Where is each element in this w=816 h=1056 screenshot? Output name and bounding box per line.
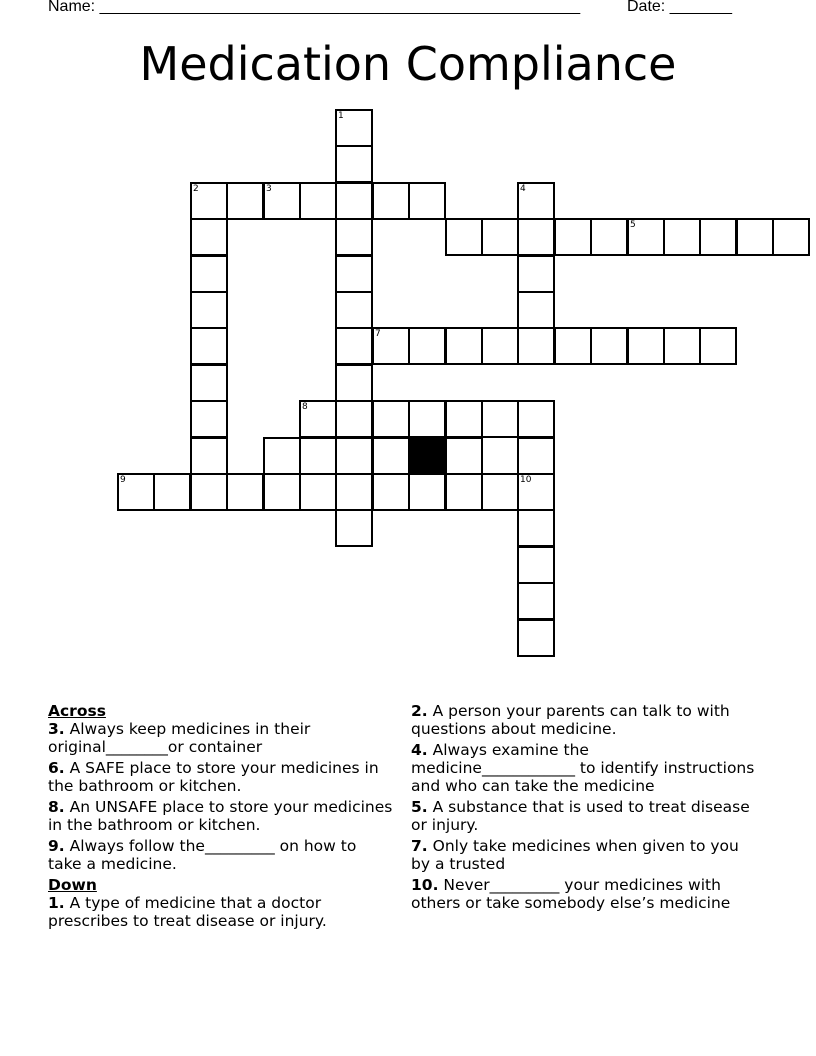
- clue-number: 5.: [411, 798, 428, 816]
- clue-item: [48, 798, 393, 834]
- grid-cell[interactable]: [408, 327, 446, 365]
- clue-item: [48, 720, 393, 756]
- clue-item: [48, 894, 393, 930]
- clue-number: 3.: [48, 720, 65, 738]
- grid-cell[interactable]: [517, 582, 555, 620]
- cell-number: 4: [520, 184, 526, 194]
- clue-item: [411, 702, 756, 738]
- clue-number: 7.: [411, 837, 428, 855]
- grid-cell[interactable]: [590, 327, 628, 365]
- cell-number: 1: [338, 111, 344, 121]
- grid-cell[interactable]: [517, 255, 555, 293]
- grid-cell[interactable]: [663, 327, 701, 365]
- clue-number: 10.: [411, 876, 439, 894]
- clues-right-column: [411, 702, 756, 915]
- grid-cell[interactable]: [590, 218, 628, 256]
- clue-text: An UNSAFE place to store your medicines in the bathroom or kitchen.: [48, 798, 393, 834]
- grid-cell[interactable]: [190, 291, 228, 329]
- clue-item: [48, 837, 393, 873]
- grid-cell[interactable]: [263, 437, 301, 475]
- grid-cell[interactable]: [517, 546, 555, 584]
- date-field[interactable]: Date: _______: [627, 0, 732, 15]
- across-clue-list: [48, 720, 393, 873]
- grid-cell[interactable]: [517, 291, 555, 329]
- grid-cell[interactable]: [517, 619, 555, 657]
- grid-cell[interactable]: [335, 218, 373, 256]
- grid-cell[interactable]: [335, 400, 373, 438]
- clue-text: A type of medicine that a doctor prescribes to treat disease or injury.: [48, 894, 327, 930]
- grid-cell[interactable]: [372, 473, 410, 511]
- grid-cell[interactable]: [226, 473, 264, 511]
- cell-number: 10: [520, 475, 532, 485]
- grid-cell[interactable]: [445, 400, 483, 438]
- grid-cell[interactable]: [335, 473, 373, 511]
- grid-cell[interactable]: [299, 473, 337, 511]
- grid-cell[interactable]: [663, 218, 701, 256]
- grid-cell[interactable]: [699, 327, 737, 365]
- grid-cell[interactable]: [445, 473, 483, 511]
- grid-cell[interactable]: [481, 327, 519, 365]
- grid-cell[interactable]: [335, 509, 373, 547]
- grid-cell[interactable]: [772, 218, 810, 256]
- grid-cell[interactable]: [408, 182, 446, 220]
- grid-cell[interactable]: [299, 400, 337, 438]
- grid-cell[interactable]: [263, 473, 301, 511]
- grid-cell[interactable]: [117, 473, 155, 511]
- grid-cell[interactable]: [335, 437, 373, 475]
- clue-number: 2.: [411, 702, 428, 720]
- cell-number: 9: [120, 475, 126, 485]
- clue-number: 8.: [48, 798, 65, 816]
- grid-cell[interactable]: [517, 400, 555, 438]
- grid-cell[interactable]: [445, 327, 483, 365]
- grid-cell[interactable]: [554, 327, 592, 365]
- clue-text: Always examine the medicine____________ to identify instructions and who can take the medicine: [411, 741, 755, 795]
- name-field[interactable]: Name: ______________________________________________________: [48, 0, 581, 15]
- grid-cell[interactable]: [190, 364, 228, 402]
- page-title: Medication Compliance: [139, 37, 677, 91]
- grid-cell[interactable]: [190, 255, 228, 293]
- clue-item: [411, 798, 756, 834]
- grid-cell[interactable]: [190, 182, 228, 220]
- grid-cell[interactable]: [335, 255, 373, 293]
- grid-cell[interactable]: [481, 400, 519, 438]
- grid-cell[interactable]: [335, 327, 373, 365]
- grid-cell[interactable]: [517, 327, 555, 365]
- grid-cell[interactable]: [335, 364, 373, 402]
- grid-cell[interactable]: [372, 400, 410, 438]
- grid-cell[interactable]: [627, 327, 665, 365]
- grid-cell[interactable]: [190, 218, 228, 256]
- clue-text: A substance that is used to treat disease or injury.: [411, 798, 750, 834]
- cell-number: 7: [375, 329, 381, 339]
- clue-text: Always follow the_________ on how to take a medicine.: [48, 837, 357, 873]
- clue-text: Never_________ your medicines with others or take somebody else’s medicine: [411, 876, 731, 912]
- down-clue-list-right: [411, 702, 756, 912]
- clue-text: A person your parents can talk to with questions about medicine.: [411, 702, 730, 738]
- grid-cell[interactable]: [153, 473, 191, 511]
- clue-text: Always keep medicines in their original________or container: [48, 720, 311, 756]
- grid-block: [408, 437, 446, 475]
- grid-cell[interactable]: [699, 218, 737, 256]
- grid-cell[interactable]: [335, 145, 373, 183]
- grid-cell[interactable]: [517, 218, 555, 256]
- grid-cell[interactable]: [445, 437, 483, 475]
- grid-cell[interactable]: [226, 182, 264, 220]
- grid-cell[interactable]: [372, 327, 410, 365]
- grid-cell[interactable]: [408, 400, 446, 438]
- grid-cell[interactable]: [299, 182, 337, 220]
- grid-cell[interactable]: [335, 291, 373, 329]
- clue-item: [48, 759, 393, 795]
- grid-cell[interactable]: [517, 473, 555, 511]
- cell-number: 5: [630, 220, 636, 230]
- grid-cell[interactable]: [299, 437, 337, 475]
- grid-cell[interactable]: [372, 182, 410, 220]
- grid-cell[interactable]: [190, 473, 228, 511]
- grid-cell[interactable]: [627, 218, 665, 256]
- grid-cell[interactable]: [190, 437, 228, 475]
- grid-cell[interactable]: [445, 218, 483, 256]
- clue-number: 1.: [48, 894, 65, 912]
- grid-cell[interactable]: [481, 473, 519, 511]
- grid-cell[interactable]: [517, 182, 555, 220]
- down-heading: Down: [48, 876, 97, 894]
- clue-number: 4.: [411, 741, 428, 759]
- clue-item: [411, 837, 756, 873]
- clue-item: [411, 741, 756, 795]
- grid-cell[interactable]: [517, 437, 555, 475]
- clue-text: A SAFE place to store your medicines in the bathroom or kitchen.: [48, 759, 379, 795]
- grid-cell[interactable]: [190, 327, 228, 365]
- down-clue-list-left: [48, 894, 393, 930]
- grid-cell[interactable]: [335, 182, 373, 220]
- clue-number: 6.: [48, 759, 65, 777]
- cell-number: 2: [193, 184, 199, 194]
- grid-cell[interactable]: [481, 218, 519, 256]
- clue-text: Only take medicines when given to you by a trusted: [411, 837, 739, 873]
- clue-item: [411, 876, 756, 912]
- grid-cell[interactable]: [335, 109, 373, 147]
- across-heading: Across: [48, 702, 106, 720]
- cell-number: 8: [302, 402, 308, 412]
- grid-cell[interactable]: [372, 437, 410, 475]
- grid-cell[interactable]: [554, 218, 592, 256]
- grid-cell[interactable]: [736, 218, 774, 256]
- grid-cell[interactable]: [190, 400, 228, 438]
- grid-cell[interactable]: [263, 182, 301, 220]
- cell-number: 3: [266, 184, 272, 194]
- clue-number: 9.: [48, 837, 65, 855]
- clues-left-column: [48, 702, 393, 933]
- grid-cell[interactable]: [517, 509, 555, 547]
- grid-cell[interactable]: [408, 473, 446, 511]
